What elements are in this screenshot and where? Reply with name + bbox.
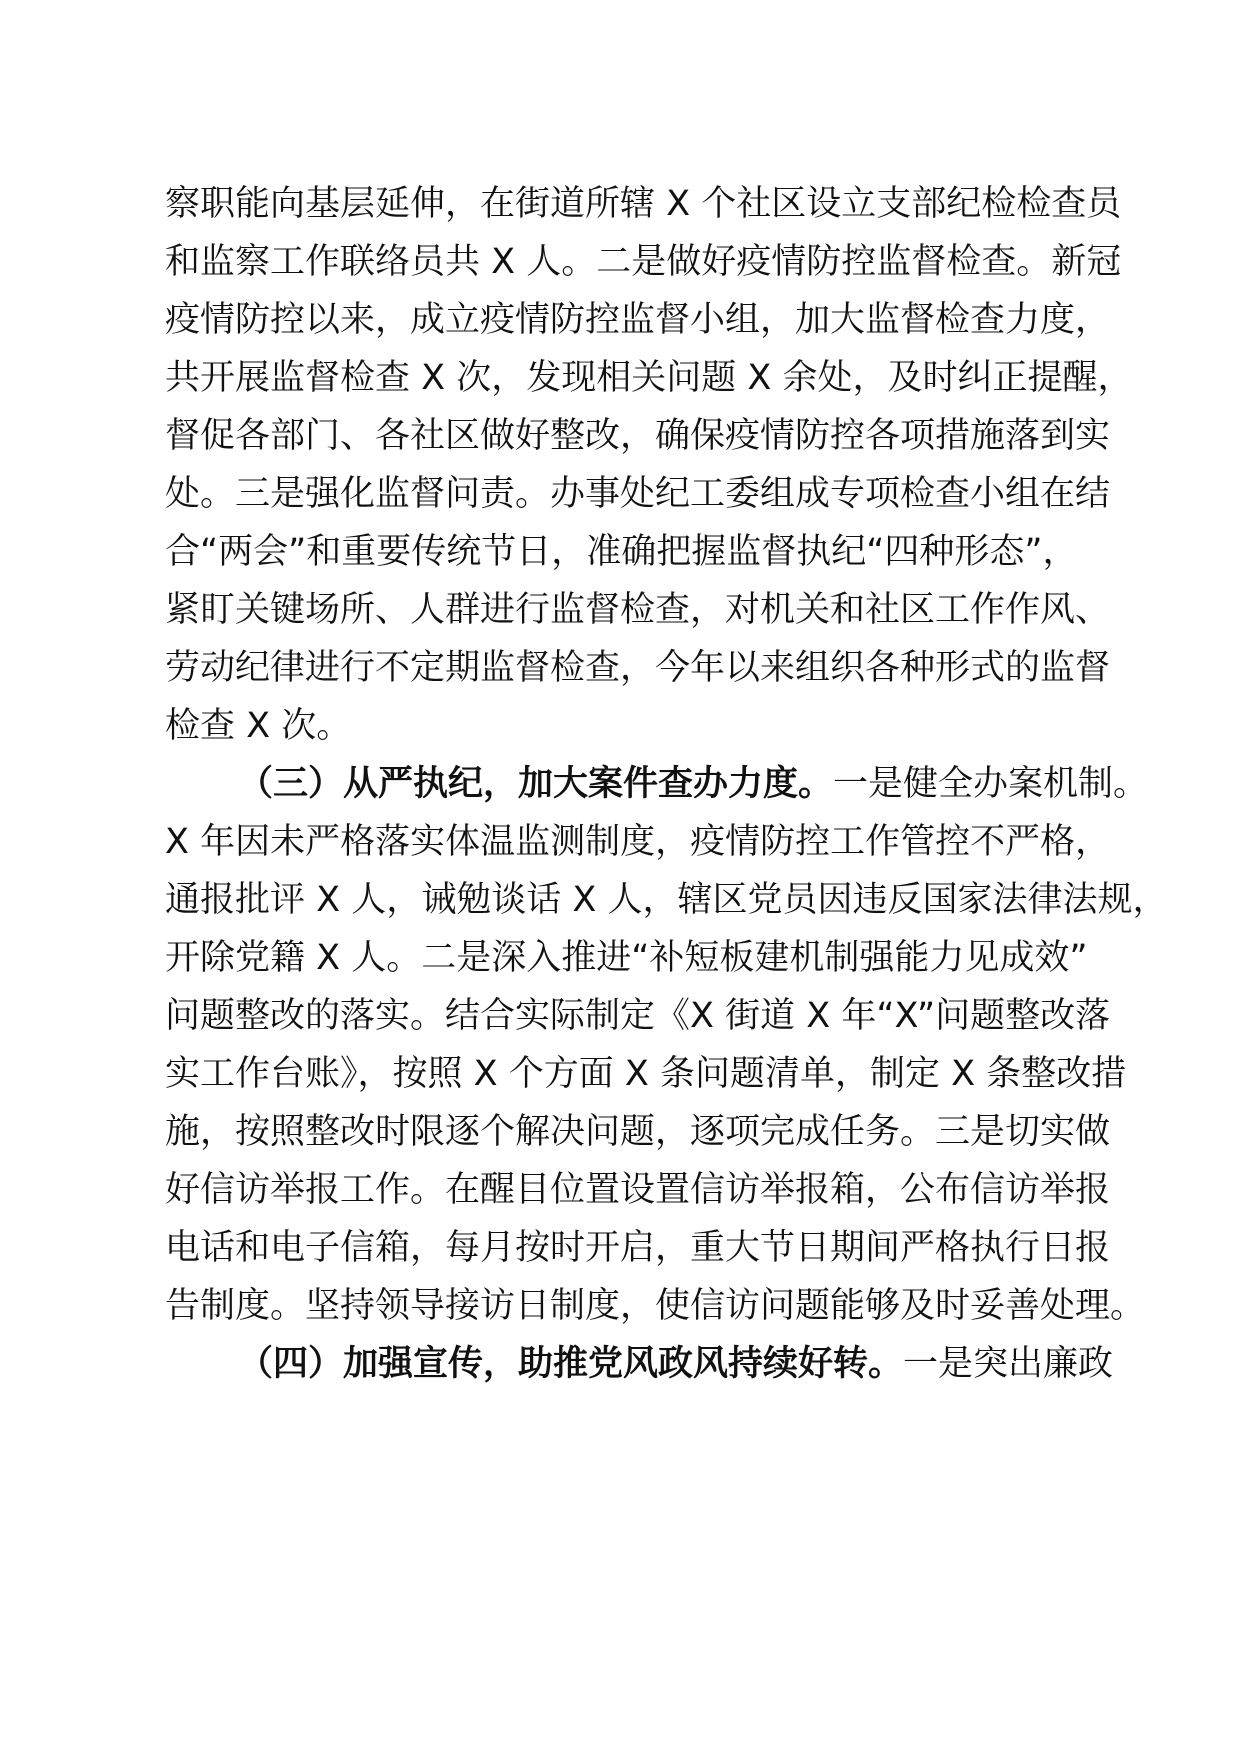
paragraph-line: 和监察工作联络员共 X 人。二是做好疫情防控监督检查。新冠: [165, 242, 1122, 282]
paragraph-line: 通报批评 X 人，诫勉谈话 X 人，辖区党员因违反国家法律法规，: [165, 880, 1168, 920]
paragraph-line: 紧盯关键场所、人群进行监督检查，对机关和社区工作作风、: [165, 590, 1111, 630]
paragraph-line: 察职能向基层延伸，在街道所辖 X 个社区设立支部纪检检查员: [165, 184, 1122, 224]
section-3-heading: （三）从严执纪，加大案件查办力度。: [238, 764, 834, 804]
paragraph-line: 开除党籍 X 人。二是深入推进“补短板建机制强能力见成效”: [165, 938, 1088, 978]
section-4-first-line: [238, 1344, 1114, 1384]
paragraph-line: 检查 X 次。: [165, 706, 352, 746]
paragraph-line: 劳动纪律进行不定期监督检查，今年以来组织各种形式的监督: [165, 648, 1111, 688]
paragraph-line: 实工作台账》，按照 X 个方面 X 条问题清单，制定 X 条整改措: [165, 1054, 1127, 1094]
section-4-heading: （四）加强宣传，助推党风政风持续好转。: [238, 1344, 904, 1384]
paragraph-line: 处。三是强化监督问责。办事处纪工委组成专项检查小组在结: [165, 474, 1111, 514]
section-4-lead-text: 一是突出廉政: [903, 1344, 1114, 1384]
paragraph-line: 督促各部门、各社区做好整改，确保疫情防控各项措施落到实: [165, 416, 1111, 456]
paragraph-line: 告制度。坚持领导接访日制度，使信访问题能够及时妥善处理。: [165, 1286, 1146, 1326]
paragraph-line: 合“两会”和重要传统节日，准确把握监督执纪“四种形态”，: [165, 532, 1078, 572]
paragraph-line: X 年因未严格落实体温监测制度，疫情防控工作管控不严格，: [165, 822, 1111, 862]
paragraph-line: 好信访举报工作。在醒目位置设置信访举报箱，公布信访举报: [165, 1170, 1111, 1210]
paragraph-line: 共开展监督检查 X 次，发现相关问题 X 余处，及时纠正提醒，: [165, 358, 1133, 398]
section-3-lead-text: 一是健全办案机制。: [833, 764, 1149, 804]
paragraph-line: 问题整改的落实。结合实际制定《X 街道 X 年“X”问题整改落: [165, 996, 1111, 1036]
paragraph-line: 疫情防控以来，成立疫情防控监督小组，加大监督检查力度，: [165, 300, 1111, 340]
paragraph-line: 施，按照整改时限逐个解决问题，逐项完成任务。三是切实做: [165, 1112, 1111, 1152]
section-3-first-line: [238, 764, 1149, 804]
paragraph-line: 电话和电子信箱，每月按时开启，重大节日期间严格执行日报: [165, 1228, 1111, 1268]
